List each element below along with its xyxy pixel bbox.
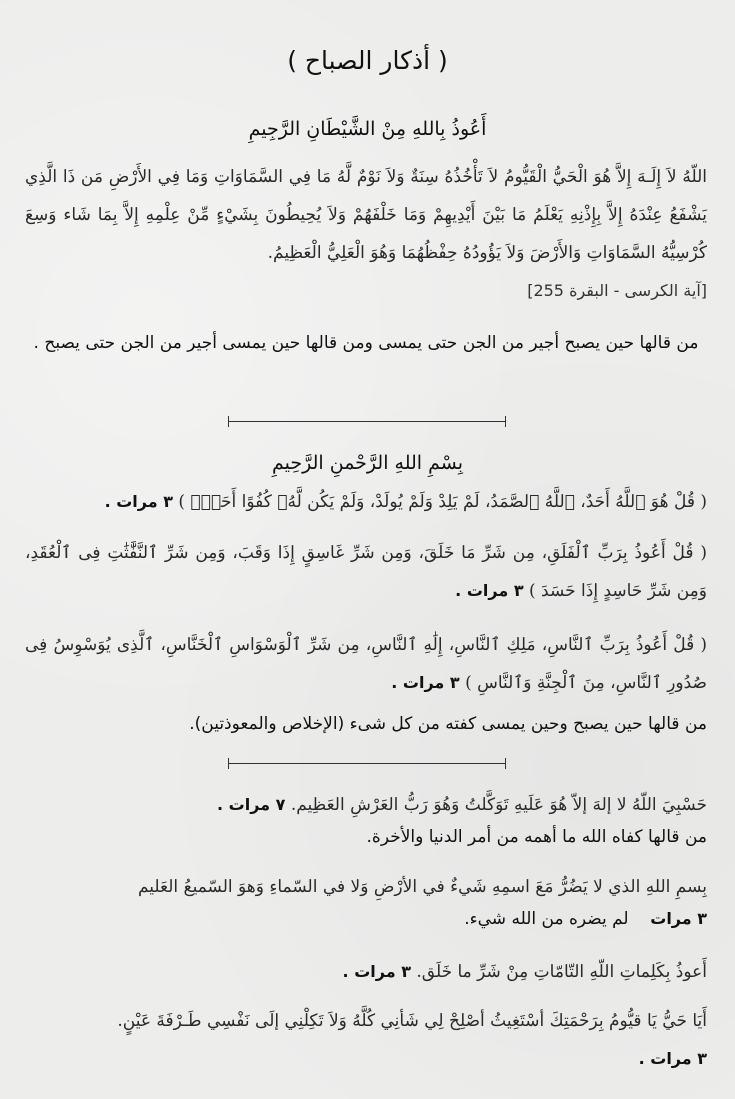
bismillah-dua-virtue: لم يضره من الله شيء.: [464, 909, 629, 929]
ya-hayy-line: أَيَا حَيُّ يَا قيُّومُ بِرَحْمَتِكَ أسْتَغِيثُ أصْلِحْ لِي شَأنِي كُلَّهُ وَلاَ تَكِلْنِي إلَى نَفْسِي طَـرْفَةَ عَيْنٍ.: [117, 1011, 707, 1031]
hasbiya-virtue: من قالها كفاه الله ما أهمه من أمر الدنيا والأخرة.: [366, 827, 707, 847]
bismillah-dua-line: بِسمِ اللهِ الذي لا يَضُرُّ مَعَ اسمِهِ شَيءٌ في الأرْضِ وَلا في السّماءِ وَهوَ السّميعُ العَليم: [137, 877, 707, 897]
kalimat-text: أَعوذُ بِكَلِماتِ اللّهِ التّامّاتِ مِنْ شَرِّ ما خَلَق.: [416, 962, 707, 982]
ayat-al-kursi-text: اللّهُ لاَ إِلَـهَ إِلاَّ هُوَ الْحَيُّ الْقَيُّومُ لاَ تَأْخُذُهُ سِنَةٌ وَلاَ نَوْمٌ لَّهُ مَا فِي السَّمَاوَاتِ وَمَا فِي الأَرْضِ مَن ذَا الَّذِي يَشْفَعُ عِنْدَهُ إِلاَّ بِإِذْنِهِ يَعْلَمُ مَا بَيْنَ أَيْدِيهِمْ وَمَا خَلْفَهُمْ وَلاَ يُحِيطُونَ بِشَيْءٍ مِّنْ عِلْمِهِ إِلاَّ بِمَا شَاء وَسِعَ كُرْسِيُّهُ السَّمَاوَاتِ وَالأَرْضَ وَلاَ يَؤُودُهُ حِفْظُهُمَا وَهُوَ الْعَلِيُّ الْعَظِيمُ.: [25, 167, 707, 263]
isti-adha-heading: أَعُوذُ بِاللهِ مِنْ الشَّيْطَانِ الرَّجِيمِ: [248, 118, 487, 140]
divider-tick-left: [228, 416, 229, 427]
hasbiya-text: حَسْبِيَ اللّهُ لا إلهَ إلاّ هُوَ عَلَيهِ تَوَكَّلتُ وَهُوَ رَبُّ العَرْشِ العَظِيم.: [290, 795, 707, 815]
bismillah-dua-footer: [25, 900, 707, 938]
ayat-al-kursi-virtue: من قالها حين يصبح أجير من الجن حتى يمسى ومن قالها حين يمسى أجير من الجن حتى يصبح .: [33, 333, 699, 353]
surah-falaq-text: ( قُلْ أَعُوذُ بِرَبِّ ٱلْفَلَقِ، مِن شَرِّ مَا خَلَقَ، وَمِن شَرِّ غَاسِقٍ إِذَا وَقَبَ، وَمِن شَرِّ ٱلنَّفَّٰثَٰتِ فِى ٱلْعُقَدِ، وَمِن شَرِّ حَاسِدٍ إِذَا حَسَدَ ): [25, 543, 707, 601]
ya-hayy-footer: [25, 1040, 707, 1078]
surah-ikhlas-line: [25, 483, 707, 521]
section-divider-2: [228, 757, 506, 771]
surah-nas-count: ٣ مرات .: [391, 673, 460, 692]
surah-nas-text: ( قُلْ أَعُوذُ بِرَبِّ ٱلنَّاسِ، مَلِكِ ٱلنَّاسِ، إِلَٰهِ ٱلنَّاسِ، مِن شَرِّ ٱلْوَسْوَاسِ ٱلْخَنَّاسِ، ٱلَّذِى يُوَسْوِسُ فِى صُدُورِ ٱلنَّاسِ، مِنَ ٱلْجِنَّةِ وَٱلنَّاسِ ): [25, 635, 707, 693]
muawwidhat-virtue: من قالها حين يصبح وحين يمسى كفته من كل شىء (الإخلاص والمعوذتين).: [189, 714, 707, 734]
surah-falaq-block: [25, 534, 707, 610]
bismillah-dua-count: ٣ مرات: [650, 909, 707, 928]
basmala-heading: بِسْمِ اللهِ الرَّحْمنِ الرَّحِيمِ: [272, 452, 463, 474]
kalimat-count: ٣ مرات .: [342, 962, 411, 981]
ya-hayy-count: ٣ مرات .: [638, 1049, 707, 1068]
divider-tick-right: [505, 758, 506, 769]
kalimat-line: [25, 953, 707, 991]
divider-tick-right: [505, 416, 506, 427]
ayat-al-kursi-citation-line: [25, 272, 707, 310]
surah-falaq-count: ٣ مرات .: [455, 581, 524, 600]
divider-tick-left: [228, 758, 229, 769]
section-divider-1: [228, 415, 506, 429]
divider-line: [228, 421, 506, 422]
ayat-al-kursi-citation: [آية الكرسى - البقرة 255]: [527, 281, 707, 300]
hasbiya-count: ٧ مرات .: [217, 795, 286, 814]
surah-ikhlas-count: ٣ مرات .: [104, 492, 173, 511]
surah-ikhlas-text: ( قُلْ هُوَ ٱللَّهُ أَحَدٌ، ٱللَّهُ ٱلصَّمَدُ، لَمْ يَلِدْ وَلَمْ يُولَدْ، وَلَمْ يَكُن لَّهُۥ كُفُوًا أَحَدٌۢ ): [178, 492, 707, 512]
divider-line: [228, 763, 506, 764]
surah-nas-block: [25, 626, 707, 702]
page-title: ( أذكار الصباح ): [287, 46, 448, 75]
